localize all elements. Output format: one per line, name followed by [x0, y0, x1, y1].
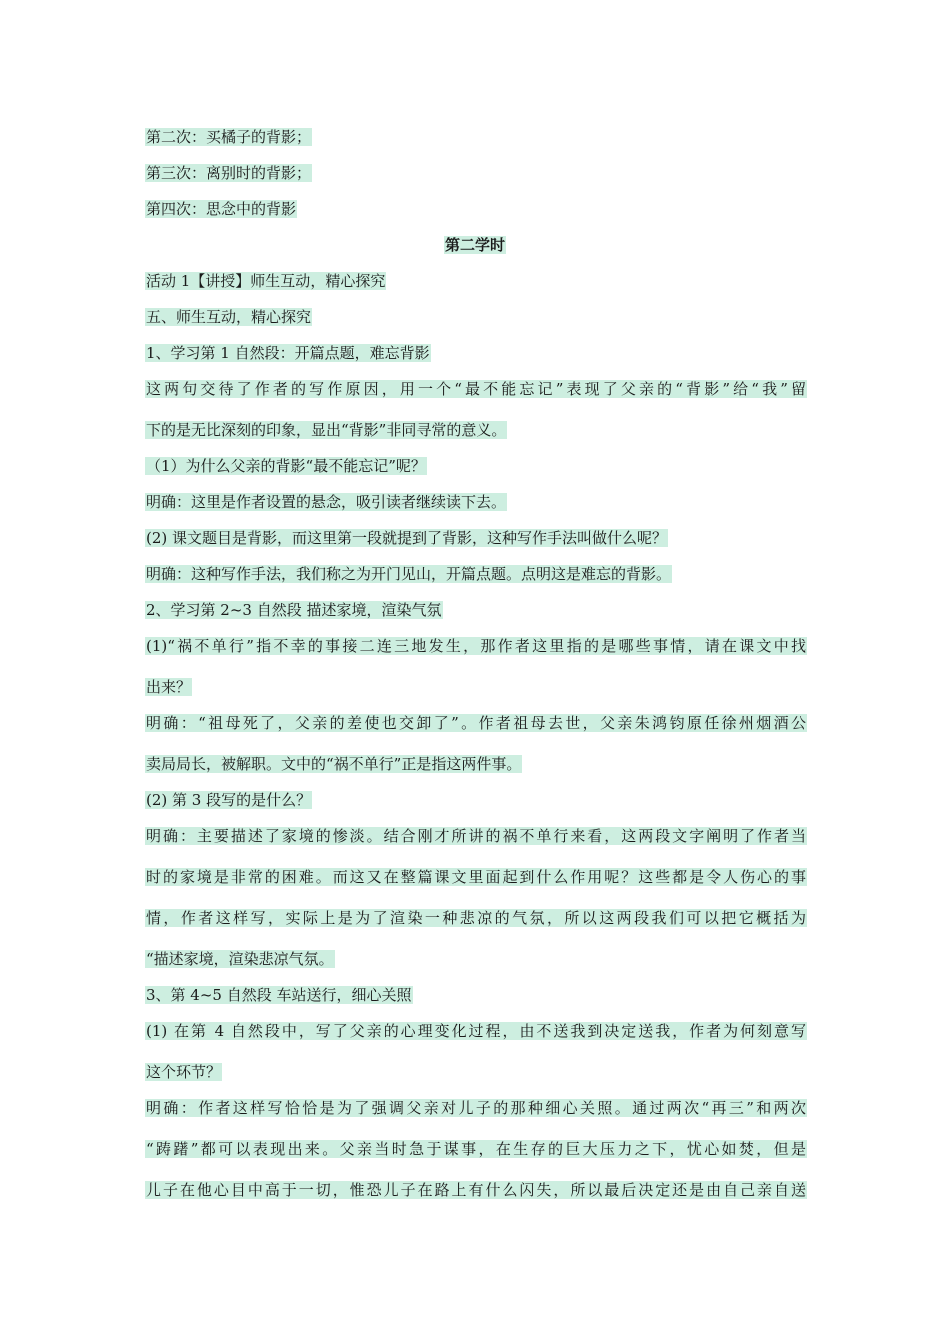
text-line [145, 564, 672, 584]
highlighted-text: 儿子在他心目中高于一切，惟恐儿子在路上有什么闪失，所以最后决定还是由自己亲自送 [146, 1181, 806, 1199]
highlighted-text: 五、师生互动，精心探究 [146, 308, 312, 326]
text-line [145, 677, 192, 697]
highlighted-text: 1、学习第 1 自然段：开篇点题，难忘背影 [146, 344, 430, 362]
text-line [145, 636, 807, 656]
text-line [145, 127, 312, 147]
highlighted-text: “踌躇”都可以表现出来。父亲当时急于谋事，在生存的巨大压力之下，忧心如焚，但是 [146, 1140, 806, 1158]
highlighted-text: 第三次：离别时的背影； [146, 164, 312, 182]
highlighted-text: 卖局局长，被解职。文中的“祸不单行”正是指这两件事。 [146, 755, 522, 773]
text-line [145, 199, 297, 219]
text-line [145, 826, 807, 846]
text-line [145, 790, 312, 810]
highlighted-text: “描述家境，渲染悲凉气氛。 [146, 950, 334, 968]
text-line [145, 713, 807, 733]
text-line [145, 1062, 222, 1082]
highlighted-text: 2、学习第 2~3 自然段 描述家境，渲染气氛 [146, 601, 442, 619]
highlighted-text: 第二次：买橘子的背影； [146, 128, 312, 146]
text-line [145, 379, 807, 399]
highlighted-text: 3、第 4~5 自然段 车站送行，细心关照 [146, 986, 412, 1004]
text-line [145, 528, 668, 548]
text-line [145, 908, 807, 928]
text-line [145, 456, 427, 476]
text-line [145, 307, 312, 327]
text-line [145, 600, 443, 620]
highlighted-text: 活动 1【讲授】师生互动，精心探究 [146, 272, 386, 290]
text-line [145, 1139, 807, 1159]
highlighted-text: 时的家境是非常的困难。而这又在整篇课文里面起到什么作用呢？这些都是令人伤心的事 [146, 868, 806, 886]
highlighted-text: 明确：这里是作者设置的悬念，吸引读者继续读下去。 [146, 493, 507, 511]
highlighted-text: 明确：“祖母死了，父亲的差使也交卸了”。作者祖母去世，父亲朱鸿钧原任徐州烟酒公 [146, 714, 806, 732]
text-line [145, 754, 522, 774]
text-line [145, 949, 335, 969]
text-line [145, 1098, 807, 1118]
highlighted-text: (2) 第 3 段写的是什么？ [146, 791, 312, 809]
highlighted-text: (2) 课文题目是背影，而这里第一段就提到了背影，这种写作手法叫做什么呢？ [146, 529, 668, 547]
highlighted-text: (1) 在第 4 自然段中，写了父亲的心理变化过程，由不送我到决定送我，作者为何刻意写 [146, 1022, 806, 1040]
highlighted-text: 下的是无比深刻的印象，显出“背影”非同寻常的意义。 [146, 421, 507, 439]
highlighted-text: 这个环节？ [146, 1063, 222, 1081]
highlighted-text: 出来？ [146, 678, 192, 696]
text-line [145, 420, 507, 440]
highlighted-text: 这两句交待了作者的写作原因，用一个“最不能忘记”表现了父亲的“背影”给“我”留 [146, 380, 806, 398]
highlighted-text: 明确：作者这样写恰恰是为了强调父亲对儿子的那种细心关照。通过两次“再三”和两次 [146, 1099, 806, 1117]
text-line [145, 271, 386, 291]
highlighted-text: 情，作者这样写，实际上是为了渲染一种悲凉的气氛，所以这两段我们可以把它概括为 [146, 909, 806, 927]
highlighted-text: 明确：主要描述了家境的惨淡。结合刚才所讲的祸不单行来看，这两段文字阐明了作者当 [146, 827, 806, 845]
highlighted-text: (1)“祸不单行”指不幸的事接二连三地发生，那作者这里指的是哪些事情，请在课文中找 [146, 637, 806, 655]
section-title [0, 235, 950, 255]
text-line [145, 343, 431, 363]
text-line [145, 492, 507, 512]
highlighted-text: （1）为什么父亲的背影“最不能忘记”呢？ [146, 457, 426, 475]
highlighted-text: 第四次：思念中的背影 [146, 200, 297, 218]
text-line [145, 867, 807, 887]
highlighted-text: 第二学时 [444, 236, 505, 254]
highlighted-text: 明确：这种写作手法，我们称之为开门见山，开篇点题。点明这是难忘的背影。 [146, 565, 672, 583]
text-line [145, 985, 413, 1005]
text-line [145, 1021, 807, 1041]
text-line [145, 163, 312, 183]
text-line [145, 1180, 807, 1200]
